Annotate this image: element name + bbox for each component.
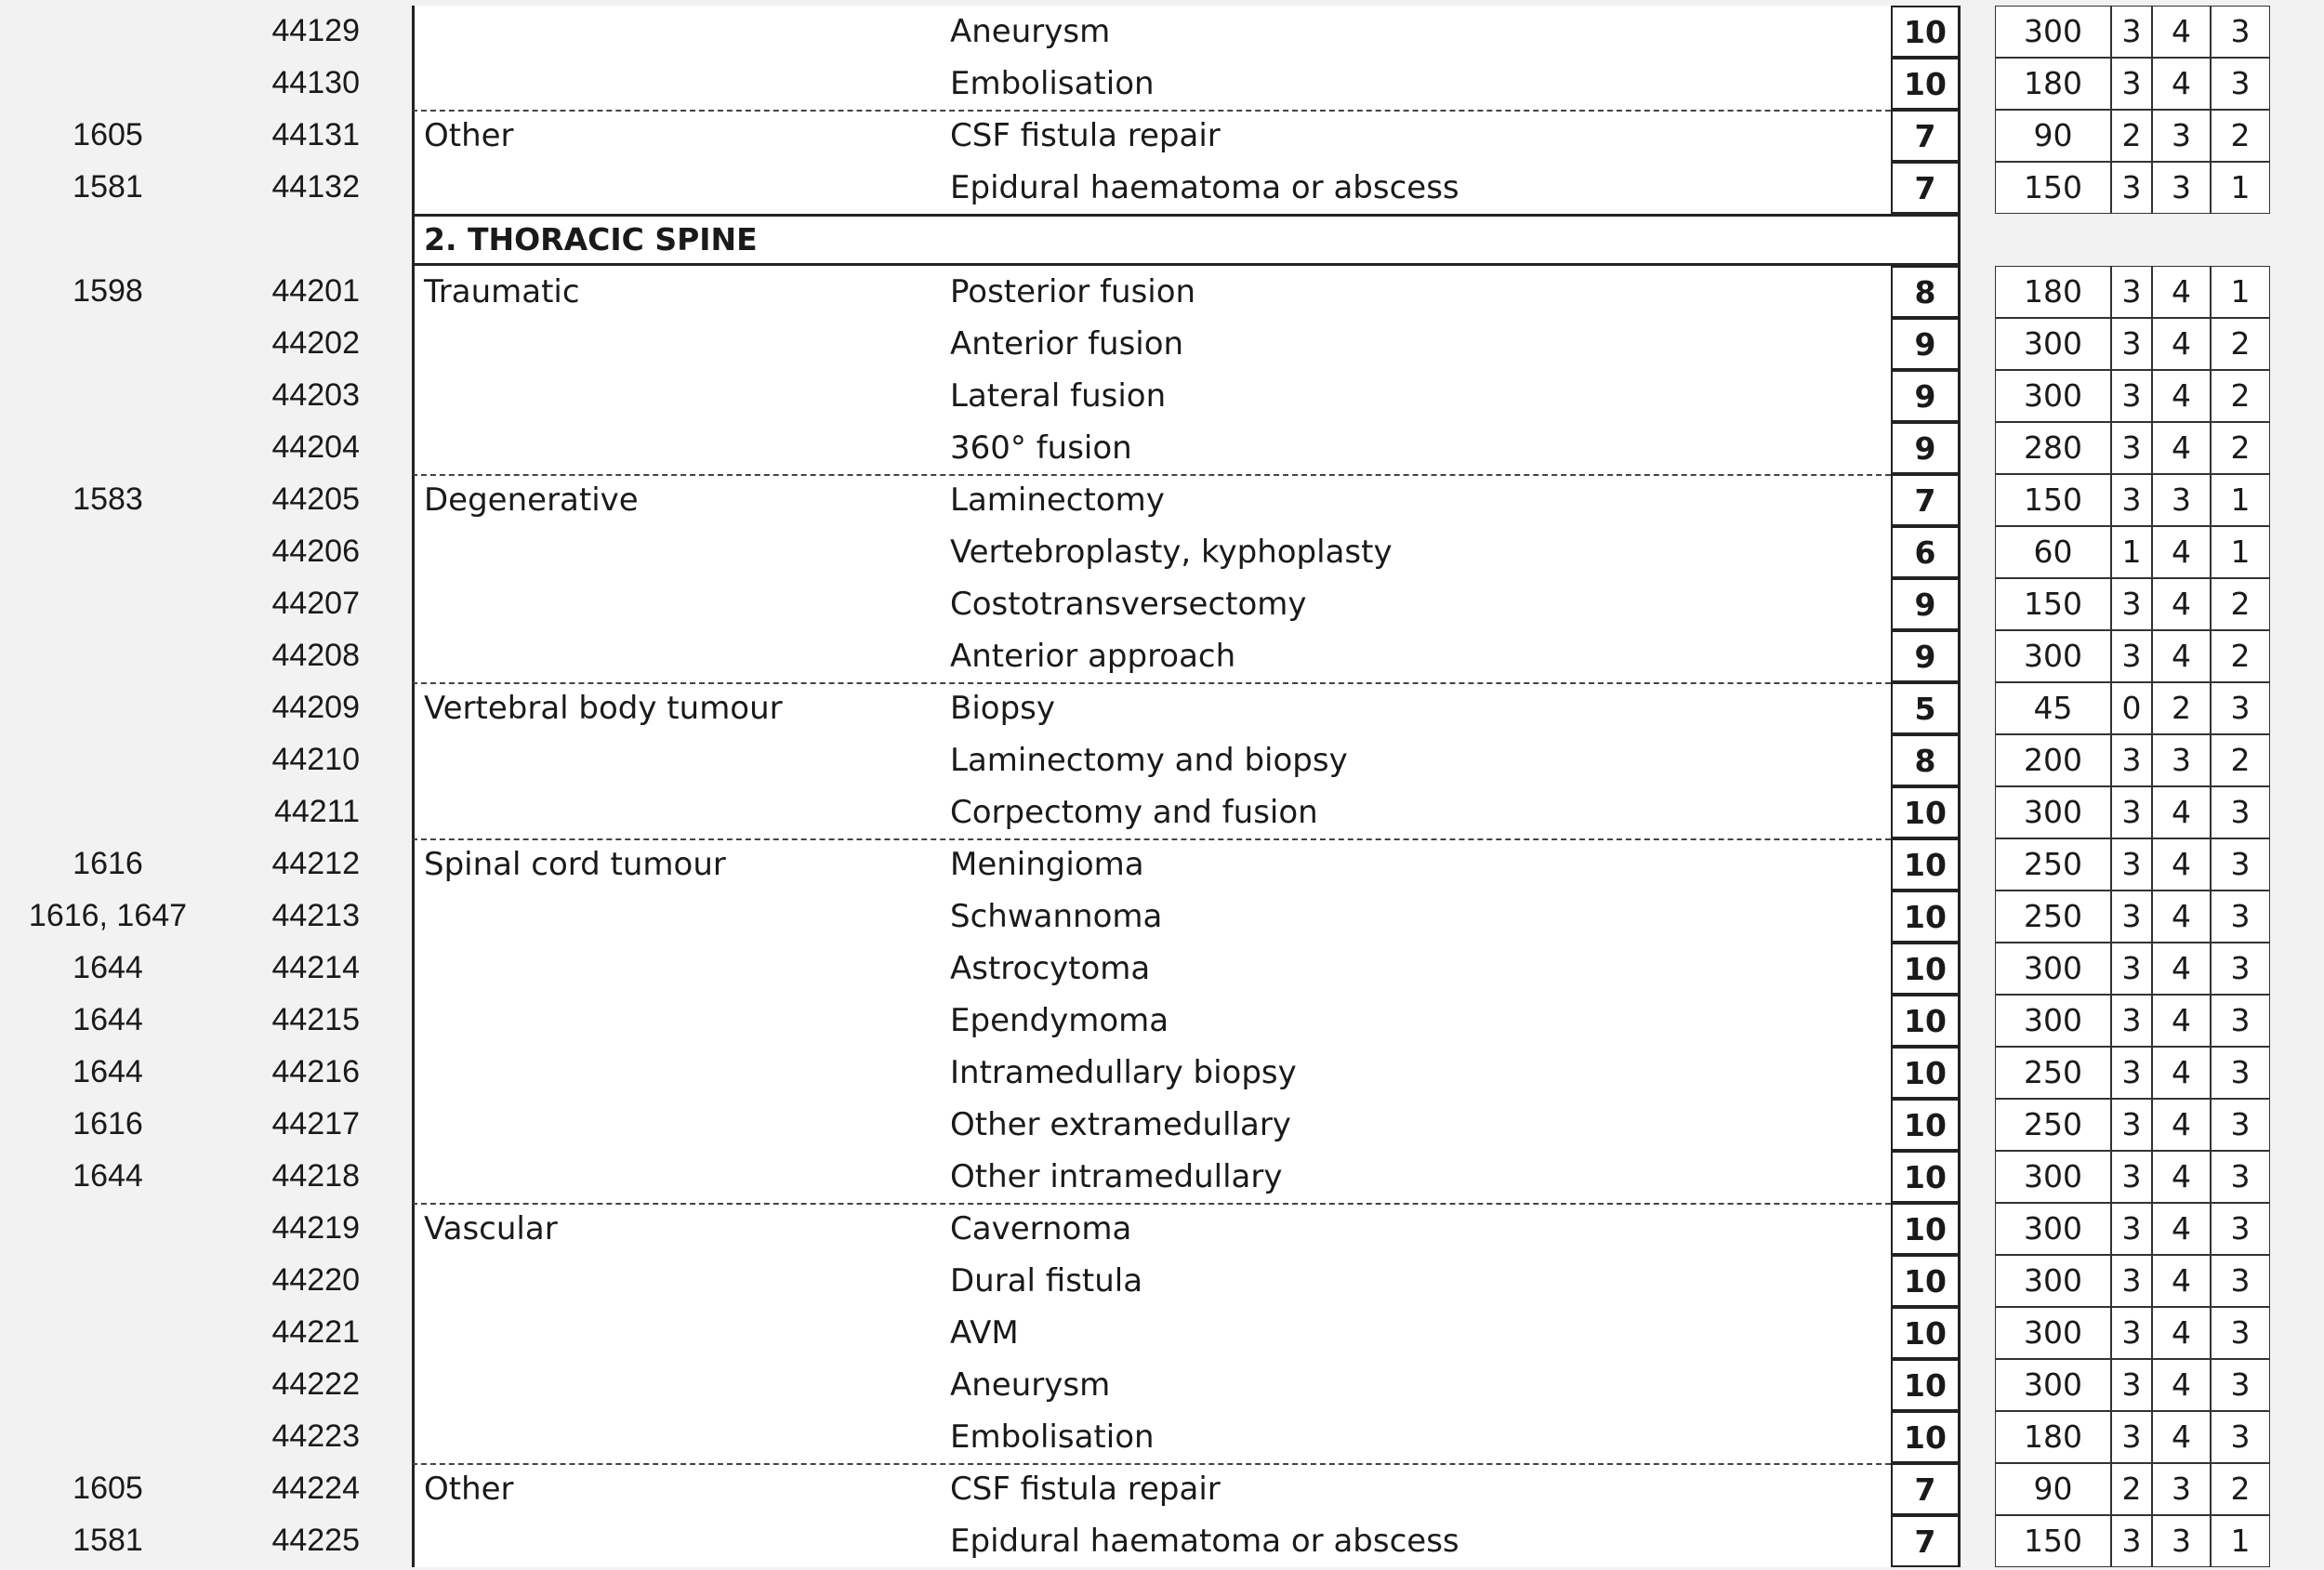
reference-number: 1581 xyxy=(73,169,143,204)
metric-minutes: 45 xyxy=(1995,682,2111,734)
reference-number: 1644 xyxy=(73,1158,143,1194)
complexity-score: 6 xyxy=(1891,526,1961,578)
row-background xyxy=(412,6,1891,58)
table-row xyxy=(0,1255,2324,1307)
complexity-score: 10 xyxy=(1891,891,1961,943)
section-heading: 2. THORACIC SPINE xyxy=(412,214,1961,266)
metric-c: 2 xyxy=(2211,1463,2270,1515)
procedure-name: Embolisation xyxy=(950,65,1155,102)
metric-b: 4 xyxy=(2152,1359,2211,1411)
metric-a: 3 xyxy=(2111,786,2152,838)
procedure-code: 44218 xyxy=(271,1158,360,1194)
procedure-code: 44219 xyxy=(271,1210,360,1246)
section-heading-row xyxy=(0,214,2324,266)
metric-c: 1 xyxy=(2211,162,2270,214)
metric-b: 4 xyxy=(2152,318,2211,370)
table-row xyxy=(0,891,2324,943)
reference-number: 1605 xyxy=(73,117,143,152)
table-row xyxy=(0,1307,2324,1359)
table-row xyxy=(0,162,2324,214)
metric-a: 3 xyxy=(2111,995,2152,1047)
reference-number: 1644 xyxy=(73,1002,143,1037)
metric-a: 3 xyxy=(2111,6,2152,58)
procedure-name: Posterior fusion xyxy=(950,273,1196,310)
complexity-score: 9 xyxy=(1891,630,1961,682)
procedure-name: Meningioma xyxy=(950,846,1144,883)
procedure-code: 44215 xyxy=(271,1002,360,1037)
metrics-group xyxy=(1995,1515,2270,1567)
complexity-score: 10 xyxy=(1891,6,1961,58)
metric-minutes: 300 xyxy=(1995,1359,2111,1411)
procedure-code: 44211 xyxy=(273,794,360,829)
table-row xyxy=(0,1099,2324,1151)
complexity-score: 5 xyxy=(1891,682,1961,734)
metrics-group xyxy=(1995,682,2270,734)
metric-c: 3 xyxy=(2211,838,2270,891)
metric-b: 2 xyxy=(2152,682,2211,734)
metric-a: 3 xyxy=(2111,630,2152,682)
metric-minutes: 60 xyxy=(1995,526,2111,578)
metrics-group xyxy=(1995,995,2270,1047)
table-row xyxy=(0,370,2324,422)
metric-minutes: 250 xyxy=(1995,1047,2111,1099)
metric-a: 3 xyxy=(2111,1411,2152,1463)
procedure-name: Anterior approach xyxy=(950,638,1236,675)
table-row xyxy=(0,734,2324,786)
complexity-score: 9 xyxy=(1891,318,1961,370)
complexity-score: 8 xyxy=(1891,734,1961,786)
table-row xyxy=(0,6,2324,58)
complexity-score: 10 xyxy=(1891,1151,1961,1203)
metric-b: 4 xyxy=(2152,1411,2211,1463)
metric-minutes: 180 xyxy=(1995,1411,2111,1463)
metric-minutes: 250 xyxy=(1995,891,2111,943)
reference-number: 1583 xyxy=(73,482,143,517)
metric-c: 3 xyxy=(2211,891,2270,943)
metric-b: 4 xyxy=(2152,1047,2211,1099)
procedure-name: Corpectomy and fusion xyxy=(950,794,1318,831)
complexity-score: 9 xyxy=(1891,578,1961,630)
procedure-code: 44213 xyxy=(271,898,360,933)
procedure-name: Intramedullary biopsy xyxy=(950,1054,1297,1091)
metric-c: 1 xyxy=(2211,1515,2270,1567)
table-row xyxy=(0,1047,2324,1099)
table-row xyxy=(0,266,2324,318)
procedure-code: 44205 xyxy=(271,482,360,517)
metric-b: 4 xyxy=(2152,786,2211,838)
complexity-score: 9 xyxy=(1891,422,1961,474)
metric-b: 3 xyxy=(2152,162,2211,214)
complexity-score: 10 xyxy=(1891,58,1961,110)
metric-minutes: 90 xyxy=(1995,1463,2111,1515)
metric-a: 3 xyxy=(2111,943,2152,995)
metric-c: 3 xyxy=(2211,1151,2270,1203)
metric-a: 3 xyxy=(2111,162,2152,214)
metric-b: 3 xyxy=(2152,734,2211,786)
metric-minutes: 90 xyxy=(1995,110,2111,162)
metric-c: 3 xyxy=(2211,995,2270,1047)
metric-b: 4 xyxy=(2152,838,2211,891)
metric-minutes: 280 xyxy=(1995,422,2111,474)
procedure-name: 360° fusion xyxy=(950,429,1132,467)
procedure-name: Biopsy xyxy=(950,690,1055,727)
table-row xyxy=(0,1411,2324,1463)
metric-b: 4 xyxy=(2152,266,2211,318)
metric-a: 3 xyxy=(2111,318,2152,370)
procedure-name: Ependymoma xyxy=(950,1002,1169,1039)
complexity-score: 9 xyxy=(1891,370,1961,422)
procedure-code: 44220 xyxy=(271,1262,360,1298)
metric-b: 4 xyxy=(2152,6,2211,58)
metric-a: 0 xyxy=(2111,682,2152,734)
metric-c: 3 xyxy=(2211,1047,2270,1099)
complexity-score: 10 xyxy=(1891,1255,1961,1307)
metric-minutes: 300 xyxy=(1995,786,2111,838)
metrics-group xyxy=(1995,58,2270,110)
metric-b: 4 xyxy=(2152,630,2211,682)
metrics-group xyxy=(1995,734,2270,786)
metric-c: 2 xyxy=(2211,110,2270,162)
complexity-score: 7 xyxy=(1891,474,1961,526)
metric-a: 2 xyxy=(2111,1463,2152,1515)
procedure-name: Cavernoma xyxy=(950,1210,1132,1247)
complexity-score: 10 xyxy=(1891,1359,1961,1411)
procedure-name: Schwannoma xyxy=(950,898,1163,935)
procedure-name: Vertebroplasty, kyphoplasty xyxy=(950,534,1393,571)
metric-c: 1 xyxy=(2211,266,2270,318)
metric-minutes: 300 xyxy=(1995,943,2111,995)
reference-number: 1616 xyxy=(73,846,143,881)
category-label: Spinal cord tumour xyxy=(424,846,726,883)
metric-c: 2 xyxy=(2211,370,2270,422)
procedure-code: 44132 xyxy=(271,169,360,204)
procedure-code: 44207 xyxy=(271,586,360,621)
complexity-score: 10 xyxy=(1891,1047,1961,1099)
category-label: Other xyxy=(424,117,514,154)
metrics-group xyxy=(1995,266,2270,318)
procedure-code: 44225 xyxy=(271,1523,360,1558)
complexity-score: 10 xyxy=(1891,1099,1961,1151)
metric-a: 3 xyxy=(2111,578,2152,630)
metric-a: 3 xyxy=(2111,1515,2152,1567)
procedure-name: Laminectomy xyxy=(950,482,1165,519)
metric-a: 3 xyxy=(2111,58,2152,110)
procedure-code: 44216 xyxy=(271,1054,360,1089)
metrics-group xyxy=(1995,1359,2270,1411)
metrics-group xyxy=(1995,1099,2270,1151)
metric-a: 3 xyxy=(2111,891,2152,943)
procedure-name: Dural fistula xyxy=(950,1262,1143,1300)
procedure-code: 44203 xyxy=(271,377,360,413)
table-row xyxy=(0,526,2324,578)
table-row xyxy=(0,1463,2324,1515)
metric-a: 3 xyxy=(2111,1359,2152,1411)
procedure-name: CSF fistula repair xyxy=(950,117,1221,154)
procedure-code: 44209 xyxy=(271,690,360,725)
metric-b: 4 xyxy=(2152,578,2211,630)
metrics-group xyxy=(1995,1463,2270,1515)
metrics-group xyxy=(1995,1255,2270,1307)
metric-minutes: 300 xyxy=(1995,1307,2111,1359)
metric-minutes: 300 xyxy=(1995,370,2111,422)
metrics-group xyxy=(1995,630,2270,682)
complexity-score: 10 xyxy=(1891,786,1961,838)
metric-c: 3 xyxy=(2211,1255,2270,1307)
procedure-name: Astrocytoma xyxy=(950,950,1151,987)
metric-c: 3 xyxy=(2211,1359,2270,1411)
table-row xyxy=(0,110,2324,162)
metric-c: 1 xyxy=(2211,526,2270,578)
table-row xyxy=(0,786,2324,838)
metric-a: 3 xyxy=(2111,266,2152,318)
procedure-code: 44217 xyxy=(271,1106,360,1141)
table-row xyxy=(0,578,2324,630)
table-row xyxy=(0,630,2324,682)
procedure-name: Epidural haematoma or abscess xyxy=(950,1523,1459,1560)
row-background xyxy=(412,1359,1891,1411)
metrics-group xyxy=(1995,1047,2270,1099)
row-background xyxy=(412,1255,1891,1307)
metric-a: 3 xyxy=(2111,1047,2152,1099)
metric-minutes: 150 xyxy=(1995,162,2111,214)
metric-b: 4 xyxy=(2152,1255,2211,1307)
metric-minutes: 250 xyxy=(1995,1099,2111,1151)
reference-number: 1644 xyxy=(73,1054,143,1089)
metric-minutes: 300 xyxy=(1995,318,2111,370)
metric-b: 4 xyxy=(2152,1203,2211,1255)
metric-a: 3 xyxy=(2111,474,2152,526)
procedure-name: Other extramedullary xyxy=(950,1106,1291,1143)
category-label: Degenerative xyxy=(424,482,639,519)
metric-b: 4 xyxy=(2152,58,2211,110)
category-label: Traumatic xyxy=(424,273,580,310)
complexity-score: 7 xyxy=(1891,1515,1961,1567)
complexity-score: 7 xyxy=(1891,1463,1961,1515)
metric-minutes: 300 xyxy=(1995,6,2111,58)
reference-number: 1605 xyxy=(73,1471,143,1506)
procedure-name: Aneurysm xyxy=(950,1366,1111,1404)
procedure-code: 44224 xyxy=(271,1471,360,1506)
table-row xyxy=(0,682,2324,734)
metrics-group xyxy=(1995,943,2270,995)
metric-c: 3 xyxy=(2211,58,2270,110)
metric-c: 3 xyxy=(2211,1099,2270,1151)
reference-number: 1644 xyxy=(73,950,143,985)
procedure-name: Embolisation xyxy=(950,1418,1155,1456)
metric-b: 4 xyxy=(2152,891,2211,943)
metrics-group xyxy=(1995,1307,2270,1359)
procedure-code: 44214 xyxy=(271,950,360,985)
metric-a: 3 xyxy=(2111,1099,2152,1151)
metrics-group xyxy=(1995,6,2270,58)
metric-c: 2 xyxy=(2211,318,2270,370)
metrics-group xyxy=(1995,526,2270,578)
procedure-code: 44204 xyxy=(271,429,360,465)
procedure-name: Costotransversectomy xyxy=(950,586,1307,623)
procedure-code: 44206 xyxy=(271,534,360,569)
metrics-group xyxy=(1995,578,2270,630)
procedure-code: 44221 xyxy=(271,1314,360,1350)
metric-minutes: 300 xyxy=(1995,630,2111,682)
metric-b: 4 xyxy=(2152,943,2211,995)
metric-a: 3 xyxy=(2111,1307,2152,1359)
complexity-score: 10 xyxy=(1891,995,1961,1047)
metrics-group xyxy=(1995,786,2270,838)
metric-a: 3 xyxy=(2111,1203,2152,1255)
metric-a: 2 xyxy=(2111,110,2152,162)
reference-number: 1616, 1647 xyxy=(28,898,188,933)
table-row xyxy=(0,838,2324,891)
table-row xyxy=(0,1203,2324,1255)
metric-b: 4 xyxy=(2152,1151,2211,1203)
metric-b: 4 xyxy=(2152,1307,2211,1359)
metric-minutes: 150 xyxy=(1995,1515,2111,1567)
metric-b: 3 xyxy=(2152,1515,2211,1567)
procedure-code: 44129 xyxy=(271,13,360,48)
procedure-name: Lateral fusion xyxy=(950,377,1167,415)
metrics-group xyxy=(1995,110,2270,162)
metric-a: 3 xyxy=(2111,1255,2152,1307)
procedure-name: Epidural haematoma or abscess xyxy=(950,169,1459,206)
table-row xyxy=(0,422,2324,474)
metric-b: 3 xyxy=(2152,474,2211,526)
row-background xyxy=(412,1203,1891,1255)
row-background xyxy=(412,422,1891,474)
procedure-code: 44130 xyxy=(271,65,360,100)
procedure-name: AVM xyxy=(950,1314,1019,1352)
metric-a: 3 xyxy=(2111,1151,2152,1203)
table-row xyxy=(0,58,2324,110)
metric-c: 2 xyxy=(2211,578,2270,630)
metrics-group xyxy=(1995,1151,2270,1203)
table-row xyxy=(0,995,2324,1047)
metrics-group xyxy=(1995,422,2270,474)
complexity-score: 8 xyxy=(1891,266,1961,318)
metric-c: 3 xyxy=(2211,786,2270,838)
metric-c: 1 xyxy=(2211,474,2270,526)
metric-a: 1 xyxy=(2111,526,2152,578)
procedure-code: 44131 xyxy=(271,117,360,152)
metrics-group xyxy=(1995,838,2270,891)
metric-b: 4 xyxy=(2152,526,2211,578)
row-background xyxy=(412,1307,1891,1359)
procedure-code: 44208 xyxy=(271,638,360,673)
procedure-name: Anterior fusion xyxy=(950,325,1184,363)
category-label: Other xyxy=(424,1471,514,1508)
procedure-code: 44210 xyxy=(271,742,360,777)
metric-c: 3 xyxy=(2211,6,2270,58)
metric-c: 3 xyxy=(2211,1307,2270,1359)
metric-minutes: 150 xyxy=(1995,474,2111,526)
metrics-group xyxy=(1995,370,2270,422)
procedure-code: 44223 xyxy=(271,1418,360,1454)
row-background xyxy=(412,943,1891,995)
complexity-score: 10 xyxy=(1891,1203,1961,1255)
metric-minutes: 300 xyxy=(1995,995,2111,1047)
complexity-score: 7 xyxy=(1891,162,1961,214)
procedure-code: 44212 xyxy=(271,846,360,881)
metric-minutes: 180 xyxy=(1995,58,2111,110)
metric-minutes: 200 xyxy=(1995,734,2111,786)
metric-a: 3 xyxy=(2111,422,2152,474)
metrics-group xyxy=(1995,318,2270,370)
procedure-name: Other intramedullary xyxy=(950,1158,1283,1195)
metric-a: 3 xyxy=(2111,734,2152,786)
table-row xyxy=(0,318,2324,370)
metrics-group xyxy=(1995,474,2270,526)
metric-b: 4 xyxy=(2152,422,2211,474)
table-row xyxy=(0,474,2324,526)
complexity-score: 7 xyxy=(1891,110,1961,162)
table-row xyxy=(0,1151,2324,1203)
metric-minutes: 300 xyxy=(1995,1255,2111,1307)
metric-minutes: 250 xyxy=(1995,838,2111,891)
metrics-group xyxy=(1995,1203,2270,1255)
metrics-group xyxy=(1995,1411,2270,1463)
complexity-score: 10 xyxy=(1891,1307,1961,1359)
metric-b: 3 xyxy=(2152,110,2211,162)
complexity-score: 10 xyxy=(1891,943,1961,995)
metric-c: 2 xyxy=(2211,422,2270,474)
metric-c: 2 xyxy=(2211,630,2270,682)
metrics-group xyxy=(1995,891,2270,943)
table-row xyxy=(0,943,2324,995)
metric-a: 3 xyxy=(2111,370,2152,422)
metric-b: 4 xyxy=(2152,370,2211,422)
metric-c: 3 xyxy=(2211,943,2270,995)
reference-number: 1598 xyxy=(73,273,143,309)
metric-b: 3 xyxy=(2152,1463,2211,1515)
metric-c: 2 xyxy=(2211,734,2270,786)
metric-minutes: 300 xyxy=(1995,1203,2111,1255)
table-row xyxy=(0,1515,2324,1567)
procedure-name: Aneurysm xyxy=(950,13,1111,50)
metric-b: 4 xyxy=(2152,995,2211,1047)
table-row xyxy=(0,1359,2324,1411)
reference-number: 1581 xyxy=(73,1523,143,1558)
procedure-code: 44202 xyxy=(271,325,360,361)
reference-number: 1616 xyxy=(73,1106,143,1141)
complexity-score: 10 xyxy=(1891,838,1961,891)
metric-c: 3 xyxy=(2211,1203,2270,1255)
procedure-code: 44201 xyxy=(271,273,360,309)
metric-b: 4 xyxy=(2152,1099,2211,1151)
metric-c: 3 xyxy=(2211,1411,2270,1463)
procedure-name: CSF fistula repair xyxy=(950,1471,1221,1508)
metrics-group xyxy=(1995,162,2270,214)
metric-minutes: 180 xyxy=(1995,266,2111,318)
metric-minutes: 150 xyxy=(1995,578,2111,630)
category-label: Vertebral body tumour xyxy=(424,690,783,727)
metric-minutes: 300 xyxy=(1995,1151,2111,1203)
procedure-name: Laminectomy and biopsy xyxy=(950,742,1348,779)
procedure-code: 44222 xyxy=(271,1366,360,1402)
metric-c: 3 xyxy=(2211,682,2270,734)
category-label: Vascular xyxy=(424,1210,558,1247)
metric-a: 3 xyxy=(2111,838,2152,891)
complexity-score: 10 xyxy=(1891,1411,1961,1463)
